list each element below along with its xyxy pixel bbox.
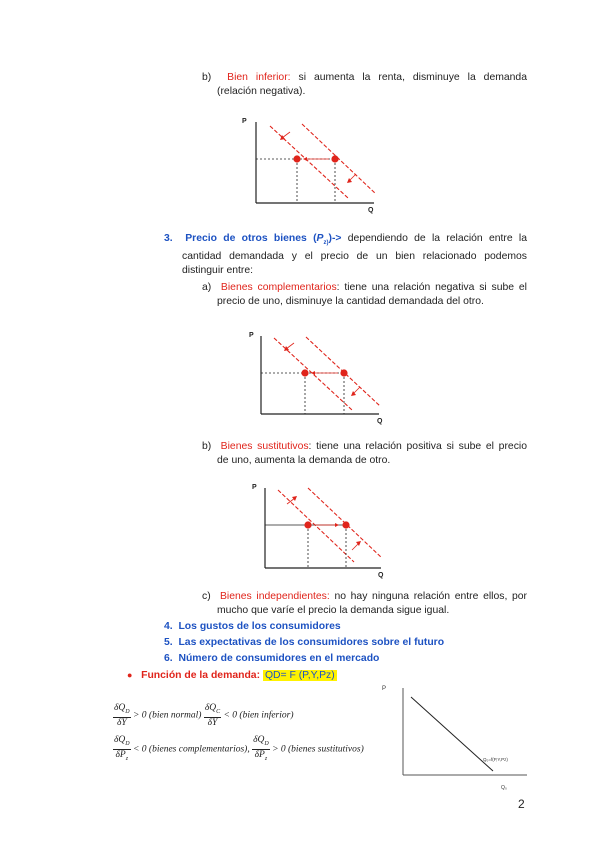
item-marker: b) — [202, 72, 212, 83]
graph-inferior — [236, 112, 386, 222]
item-text-line2: (relación negativa). — [217, 86, 306, 97]
item-term: Bienes independientes: — [219, 591, 330, 602]
shift-arrow-head — [335, 523, 339, 527]
item-term: Bien inferior: — [227, 72, 291, 83]
item-marker: a) — [202, 282, 212, 293]
axis-p-label: P — [252, 484, 257, 491]
equilibrium-point-1 — [304, 521, 311, 528]
item-number: 3. — [164, 233, 173, 244]
item-text: : tiene una relación positiva si sube el precio — [308, 441, 527, 452]
axis-q-label: Q — [378, 572, 384, 579]
item-5 — [164, 636, 444, 650]
item-text-line2: precio de uno, disminuye la cantidad demandada del otro. — [217, 296, 484, 307]
page-number: 2 — [518, 797, 525, 811]
item-text-line2: cantidad demandada y el precio de un bien relacionado podemos — [182, 251, 527, 263]
axis-p-label: P — [249, 332, 254, 339]
shift-arrow-head — [303, 157, 307, 161]
item-number: 5. — [164, 637, 173, 648]
item-b-inferior — [202, 71, 527, 99]
item-number: 6. — [164, 653, 173, 664]
item-marker: b) — [202, 441, 212, 452]
formula-row-1: $\frac{\delta Q_D}{\delta Y}$ > 0 (bien normal) $\frac{\delta Q_C}{\delta Y}$ < 0 (bien inferior) — [114, 703, 294, 728]
item-3 — [164, 232, 527, 278]
graph-sustitutivos — [248, 478, 398, 583]
item-text: dependiendo de la relación entre la — [347, 233, 528, 244]
item-term: Bienes complementarios — [220, 282, 337, 293]
item-text: no hay ninguna relación entre ellos, por — [334, 591, 527, 602]
item-6 — [164, 652, 379, 666]
equilibrium-point-1 — [293, 155, 300, 162]
item-text: Número de consumidores en el mercado — [178, 653, 380, 664]
partial-fraction: $\frac{\delta Q_D}{\delta Y}$ — [114, 703, 130, 728]
chart-y-label: P — [382, 686, 387, 692]
item-text: Las expectativas de los consumidores sobre el futuro — [178, 637, 445, 648]
axis-p-label: P — [242, 118, 247, 125]
formula-row-2: $\frac{\delta Q_D}{\delta P_z}$ < 0 (bienes complementarios), $\frac{\delta Q_D}{\delta P_z}$ > 0 (bienes sustitutivos) — [114, 735, 364, 762]
graph-complementarios — [244, 328, 394, 428]
item-c-independientes — [202, 590, 527, 618]
item-marker: c) — [202, 591, 211, 602]
axis-q-label: Q — [368, 207, 374, 214]
bullet-icon: ● — [127, 670, 133, 680]
axis-q-label: Q — [377, 418, 383, 425]
item-text-line2: de uno, aumenta la demanda de otro. — [217, 455, 391, 466]
shift-arrow-head — [311, 371, 315, 375]
item-text-line3: distinguir entre: — [182, 265, 254, 277]
funcion-formula: QD= F (P,Y,Pz) — [264, 670, 335, 681]
demand-function-chart — [375, 680, 535, 795]
equilibrium-point-1 — [301, 369, 308, 376]
demand-line — [411, 697, 493, 771]
partial-fraction: $\frac{\delta Q_D}{\delta P_z}$ — [253, 735, 269, 762]
item-number: 4. — [164, 621, 173, 632]
item-term: Precio de otros bienes $(P_{z)})->$ — [185, 233, 342, 247]
equilibrium-point-2 — [331, 155, 338, 162]
item-term: Bienes sustitutivos — [220, 441, 309, 452]
funcion-label: Función de la demanda: — [141, 670, 261, 681]
item-text: si aumenta la renta, disminuye la demanda — [298, 72, 527, 83]
item-text: Los gustos de los consumidores — [178, 621, 341, 632]
item-a-complementarios — [202, 281, 527, 309]
partial-fraction: $\frac{\delta Q_D}{\delta P_z}$ — [114, 735, 130, 762]
equilibrium-point-2 — [342, 521, 349, 528]
funcion-demanda — [127, 668, 337, 683]
chart-x-label: Q₀ — [501, 785, 507, 791]
item-4 — [164, 620, 341, 634]
item-text-line2: mucho que varíe el precio la demanda sigue igual. — [217, 605, 450, 616]
item-b-sustitutivos — [202, 440, 527, 468]
partial-fraction: $\frac{\delta Q_C}{\delta Y}$ — [204, 703, 221, 728]
item-text: : tiene una relación negativa si sube el — [336, 282, 527, 293]
curve-label: Q₀=f(P,Y,Pz) — [483, 757, 508, 762]
equilibrium-point-2 — [340, 369, 347, 376]
